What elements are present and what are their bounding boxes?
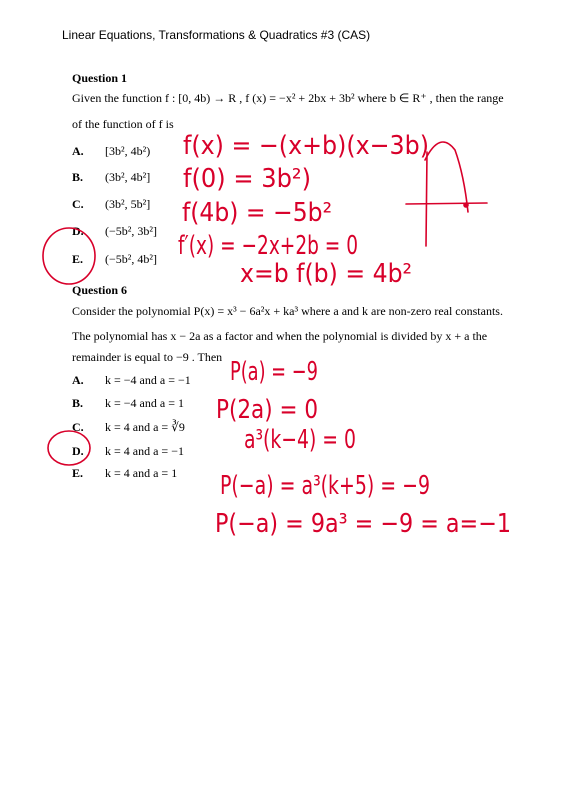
q1-hw-line-5: x=b f(b) = 4b² <box>240 259 412 289</box>
q1-option-e-text[interactable]: (−5b², 4b²] <box>105 252 157 266</box>
q1-hw-line-1: f(x) = −(x+b)(x−3b) <box>183 131 429 161</box>
q6-option-e-letter: E. <box>72 466 84 480</box>
q1-option-d-text[interactable]: (−5b², 3b²] <box>105 224 157 238</box>
q1-hw-line-2: f(0) = 3b²) <box>183 164 311 194</box>
q1-option-c-letter: C. <box>72 197 84 211</box>
q1-hw-line-3: f(4b) = −5b² <box>182 198 332 228</box>
q6-option-a-text[interactable]: k = −4 and a = −1 <box>105 373 191 387</box>
q6-option-c-text[interactable]: k = 4 and a = ∛9 <box>105 420 185 434</box>
q6-option-b-text[interactable]: k = −4 and a = 1 <box>105 396 184 410</box>
q6-option-b-letter: B. <box>72 396 84 410</box>
question-6-line-2: The polynomial has x − 2a as a factor and when the polynomial is divided by x + a the <box>72 329 488 343</box>
question-1-line-2: of the function of f is <box>72 117 174 131</box>
q1-option-c-text[interactable]: (3b², 5b²] <box>105 197 151 211</box>
q6-hw-line-1: P(a) = −9 <box>230 357 318 387</box>
q6-hw-line-2: P(2a) = 0 <box>216 395 318 425</box>
q1-option-e-letter: E. <box>72 252 84 266</box>
q1-option-d-letter: D. <box>72 224 84 238</box>
q6-option-d-text[interactable]: k = 4 and a = −1 <box>105 444 184 458</box>
question-6-line-3: remainder is equal to −9 . Then <box>72 350 223 364</box>
q1-option-a-letter: A. <box>72 144 84 158</box>
q6-option-a-letter: A. <box>72 373 84 387</box>
q1-answer-circle <box>43 228 95 284</box>
q6-option-d-letter: D. <box>72 444 84 458</box>
q6-hw-line-4: P(−a) = a³(k+5) = −9 <box>220 471 430 501</box>
q6-option-c-letter: C. <box>72 420 84 434</box>
question-6-heading: Question 6 <box>72 283 128 297</box>
question-1-line-1: Given the function f : [0, 4b) → R , f (x) = −x² + 2bx + 3b² where b ∈ R⁺ , then the range <box>72 91 504 105</box>
q6-hw-line-5: P(−a) = 9a³ = −9 = a=−1 <box>215 509 511 539</box>
page-title: Linear Equations, Transformations & Quadratics #3 (CAS) <box>62 28 371 42</box>
q6-option-e-text[interactable]: k = 4 and a = 1 <box>105 466 178 480</box>
q1-hw-line-4: f′(x) = −2x+2b = 0 <box>178 231 358 261</box>
q6-hw-line-3: a³(k−4) = 0 <box>244 425 356 455</box>
q1-option-a-text[interactable]: [3b², 4b²) <box>105 144 151 158</box>
question-1-heading: Question 1 <box>72 71 128 85</box>
q1-option-b-letter: B. <box>72 170 84 184</box>
q1-option-b-text[interactable]: (3b², 4b²] <box>105 170 151 184</box>
question-6-line-1: Consider the polynomial P(x) = x³ − 6a²x + ka³ where a and k are non-zero real constants. <box>72 304 503 318</box>
q6-answer-circle <box>48 431 90 465</box>
